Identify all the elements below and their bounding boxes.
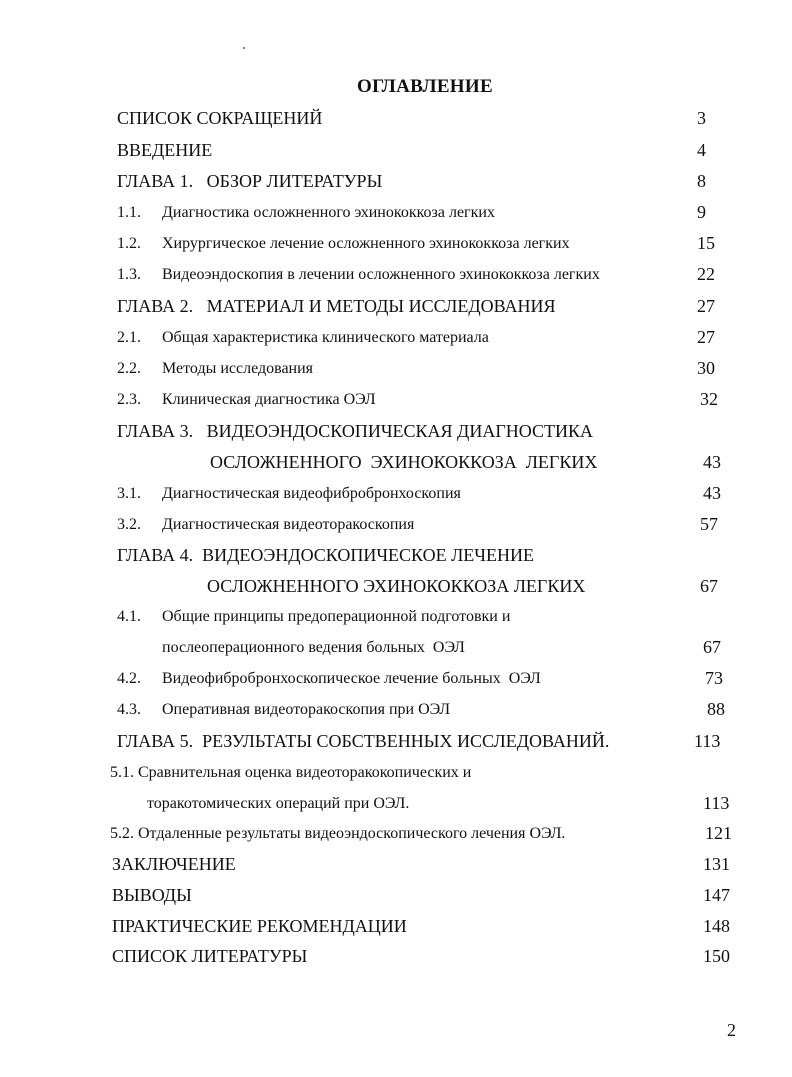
toc-entry-text: ВЫВОДЫ (112, 885, 192, 905)
toc-section-number: 4.3. (117, 701, 141, 718)
toc-entry-page: 9 (697, 202, 706, 222)
toc-entry-page: 131 (703, 854, 730, 874)
toc-entry-page: 67 (703, 637, 721, 657)
toc-entry-text: ВВЕДЕНИЕ (117, 140, 213, 160)
toc-chapter-heading: ГЛАВА 5. РЕЗУЛЬТАТЫ СОБСТВЕННЫХ ИССЛЕДОВАНИЙ. (117, 731, 610, 751)
toc-entry-text: 5.2. Отдаленные результаты видеоэндоскопического лечения ОЭЛ. (110, 825, 566, 842)
toc-entry-page: 121 (705, 823, 732, 843)
toc-section-number: 2.3. (117, 391, 141, 408)
toc-entry-page: 147 (703, 885, 730, 905)
toc-entry-page: 8 (697, 171, 706, 191)
page-number: 2 (727, 1020, 736, 1040)
toc-entry-page: 88 (707, 699, 725, 719)
toc-entry-text: Видеофибробронхоскопическое лечение больных ОЭЛ (162, 670, 541, 687)
toc-title: ОГЛАВЛЕНИЕ (357, 76, 493, 97)
toc-entry-page: 32 (700, 389, 718, 409)
toc-section-number: 1.2. (117, 235, 141, 252)
toc-entry-text: Диагностическая видеофибробронхоскопия (162, 485, 461, 502)
toc-entry-page: 22 (697, 264, 715, 284)
toc-chapter-heading-continued: ОСЛОЖНЕННОГО ЭХИНОКОККОЗА ЛЕГКИХ (207, 576, 586, 596)
toc-chapter-heading: ГЛАВА 3. ВИДЕОЭНДОСКОПИЧЕСКАЯ ДИАГНОСТИКА (117, 421, 593, 441)
toc-chapter-heading-continued: ОСЛОЖНЕННОГО ЭХИНОКОККОЗА ЛЕГКИХ (210, 452, 598, 472)
toc-entry-page: 148 (703, 916, 730, 936)
toc-chapter-heading: ГЛАВА 2. МАТЕРИАЛ И МЕТОДЫ ИССЛЕДОВАНИЯ (117, 296, 556, 316)
toc-section-number: 1.1. (117, 204, 141, 221)
toc-entry-page: 4 (697, 140, 706, 160)
toc-entry-page: 113 (703, 793, 730, 813)
toc-section-number: 3.1. (117, 485, 141, 502)
toc-entry-text: 5.1. Сравнительная оценка видеоторакокопических и (110, 764, 472, 781)
toc-entry-text: ПРАКТИЧЕСКИЕ РЕКОМЕНДАЦИИ (112, 916, 407, 936)
toc-entry-text: СПИСОК СОКРАЩЕНИЙ (117, 108, 323, 128)
toc-chapter-heading: ГЛАВА 1. ОБЗОР ЛИТЕРАТУРЫ (117, 171, 383, 191)
toc-entry-text-continued: торакотомических операций при ОЭЛ. (147, 795, 410, 812)
toc-entry-page: 15 (697, 233, 715, 253)
toc-chapter-heading: ГЛАВА 4. ВИДЕОЭНДОСКОПИЧЕСКОЕ ЛЕЧЕНИЕ (117, 545, 534, 565)
toc-entry-text: ЗАКЛЮЧЕНИЕ (112, 854, 236, 874)
toc-section-number: 4.2. (117, 670, 141, 687)
toc-entry-text: Диагностическая видеоторакоскопия (162, 516, 415, 533)
toc-section-number: 1.3. (117, 266, 141, 283)
toc-entry-page: 43 (703, 452, 721, 472)
toc-entry-page: 27 (697, 296, 715, 316)
toc-entry-text: Методы исследования (162, 360, 314, 377)
toc-section-number: 2.1. (117, 329, 141, 346)
toc-entry-text: Оперативная видеоторакоскопия при ОЭЛ (162, 701, 451, 718)
toc-entry-page: 43 (703, 483, 721, 503)
toc-entry-page: 27 (697, 327, 715, 347)
toc-entry-text: Общая характеристика клинического материала (162, 329, 489, 346)
toc-entry-text: СПИСОК ЛИТЕРАТУРЫ (112, 946, 308, 966)
toc-entry-page: 73 (705, 668, 723, 688)
toc-entry-text: Диагностика осложненного эхинококкоза легких (162, 204, 495, 221)
toc-entry-page: 150 (703, 946, 730, 966)
toc-entry-text-continued: послеоперационного ведения больных ОЭЛ (162, 639, 465, 656)
toc-entry-text: Хирургическое лечение осложненного эхинококкоза легких (162, 235, 570, 252)
toc-entry-page: 3 (697, 108, 706, 128)
toc-entry-text: Клиническая диагностика ОЭЛ (162, 391, 376, 408)
toc-entry-text: Видеоэндоскопия в лечении осложненного эхинококкоза легких (162, 266, 600, 283)
toc-section-number: 2.2. (117, 360, 141, 377)
scan-speck (243, 47, 245, 49)
toc-entry-page: 30 (697, 358, 715, 378)
toc-entry-text: Общие принципы предоперационной подготовки и (162, 608, 511, 625)
toc-section-number: 4.1. (117, 608, 141, 625)
toc-entry-page: 113 (694, 731, 721, 751)
toc-section-number: 3.2. (117, 516, 141, 533)
toc-entry-page: 67 (700, 576, 718, 596)
toc-entry-page: 57 (700, 514, 718, 534)
